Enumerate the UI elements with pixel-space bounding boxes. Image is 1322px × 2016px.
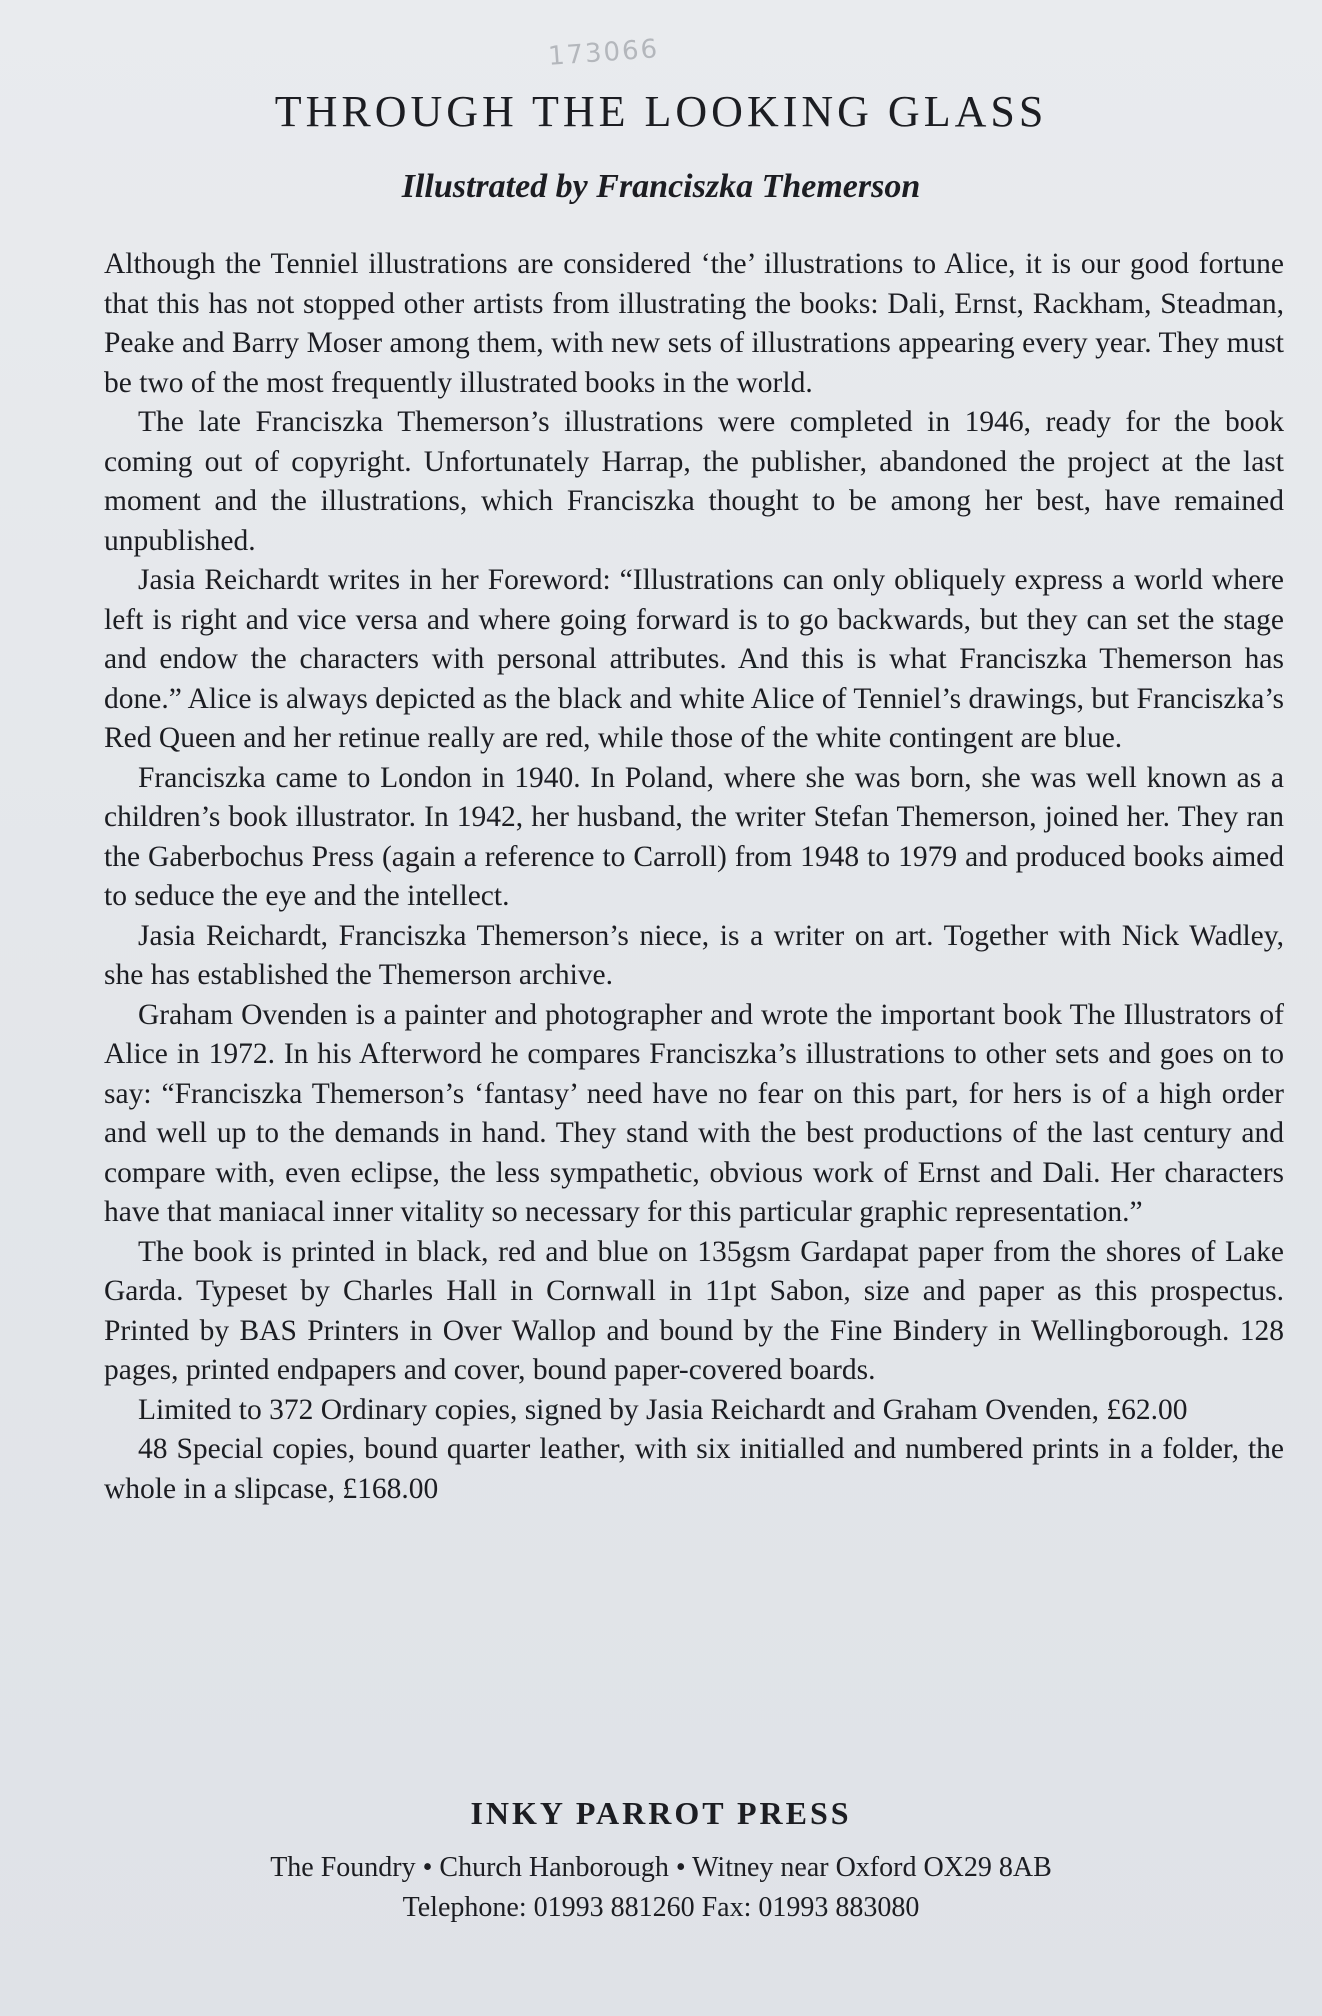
paragraph-production: The book is printed in black, red and blue on 135gsm Gardapat paper from the shores of Lake Garda. Typeset by Charles Hall in Cornwall in 11pt Sabon, size and paper as this prospectus. Printed by BAS Printers in Over Wallop and bound by the Fine Bindery in Wellingborough. 128 pages, printed endpapers and cover, bound paper-covered boards. bbox=[104, 1235, 1284, 1386]
publisher-phone-fax: Telephone: 01993 881260 Fax: 01993 883080 bbox=[402, 1892, 920, 1923]
subtitle: Illustrated by Franciszka Themerson bbox=[401, 168, 921, 205]
publisher-address: The Foundry • Church Hanborough • Witney near Oxford OX29 8AB bbox=[270, 1852, 1052, 1883]
paragraph-foreword: Jasia Reichardt writes in her Foreword: “Illustrations can only obliquely express a world where left is right and vice versa and where going forward is to go backwards, but they can set the stage and endow the characters with personal attributes. And this is what Franciszka Themerson has done.” Alice is always depicted as the black and white Alice of Tenniel’s drawings, but Franciszka’s Red Queen and her retinue really are red, while those of the white contingent are blue. bbox=[104, 564, 1284, 754]
body-text bbox=[104, 245, 1284, 1509]
publisher-contact bbox=[0, 1848, 1322, 1928]
publisher-name: INKY PARROT PRESS bbox=[470, 1795, 852, 1831]
paragraph-intro: Although the Tenniel illustrations are considered ‘the’ illustrations to Alice, it is our good fortune that this has not stopped other artists from illustrating the books: Dali, Ernst, Rackham, Steadman, Peake and Barry Moser among them, with new sets of illustrations appearing every year. They must be two of the most frequently illustrated books in the world. bbox=[104, 248, 1284, 399]
page-title: THROUGH THE LOOKING GLASS bbox=[274, 87, 1048, 136]
paragraph-reichardt: Jasia Reichardt, Franciszka Themerson’s niece, is a writer on art. Together with Nick Wadley, she has established the Themerson archive. bbox=[104, 919, 1284, 991]
paragraph-biography: Franciszka came to London in 1940. In Poland, where she was born, she was well known as a children’s book illustrator. In 1942, her husband, the writer Stefan Themerson, joined her. They ran the Gaberbochus Press (again a reference to Carroll) from 1948 to 1979 and produced books aimed to seduce the eye and the intellect. bbox=[104, 761, 1284, 912]
paragraph-ordinary-edition: Limited to 372 Ordinary copies, signed by Jasia Reichardt and Graham Ovenden, £62.00 bbox=[138, 1393, 1188, 1426]
paragraph-ovenden: Graham Ovenden is a painter and photographer and wrote the important book The Illustrators of Alice in 1972. In his Afterword he compares Franciszka’s illustrations to other sets and goes on to say: “Franciszka Themerson’s ‘fantasy’ need have no fear on this part, for hers is of a high order and well up to the demands in hand. They stand with the best productions of the last century and compare with, even eclipse, the less sympathetic, obvious work of Ernst and Dali. Her characters have that maniacal inner vitality so necessary for this particular graphic representation.” bbox=[104, 998, 1284, 1228]
paragraph-special-edition: 48 Special copies, bound quarter leather, with six initialled and numbered prints in a folder, the whole in a slipcase, £168.00 bbox=[104, 1433, 1284, 1505]
pencil-annotation: 173066 bbox=[547, 34, 661, 72]
paragraph-history: The late Franciszka Themerson’s illustrations were completed in 1946, ready for the book coming out of copyright. Unfortunately Harrap, the publisher, abandoned the project at the last moment and the illustrations, which Franciszka thought to be among her best, have remained unpublished. bbox=[104, 406, 1284, 557]
